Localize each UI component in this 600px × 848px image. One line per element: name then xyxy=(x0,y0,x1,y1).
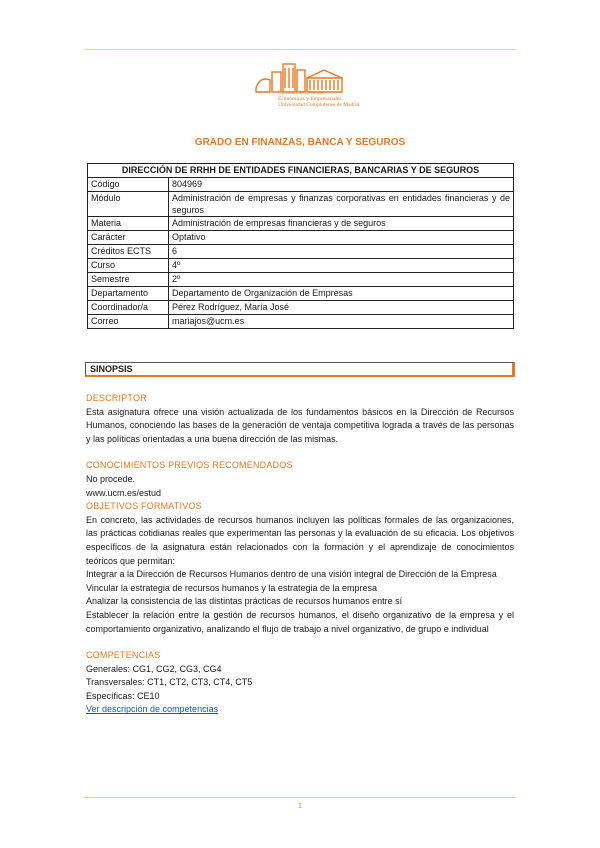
table-row xyxy=(88,301,514,315)
competency-item: Transversales: CT1, CT2, CT3, CT4, CT5 xyxy=(86,677,253,688)
row-value: 6 xyxy=(169,245,514,259)
row-value: Departamento de Organización de Empresas xyxy=(169,287,514,301)
descriptor-text: Esta asignatura ofrece una visión actualizada de los fundamentos básicos en la Dirección de Recursos Humanos, conociendo las bases de la generación de ventaja competitiva lograda a través de las personas y las políticas orientadas a una buena dirección de las mismas. xyxy=(86,406,514,444)
competency-item: Específicas: CE10 xyxy=(86,690,160,701)
footer-rule xyxy=(84,797,516,798)
row-key: Semestre xyxy=(88,273,169,287)
row-key: Carácter xyxy=(88,231,169,245)
sinopsis-header: SINOPSIS xyxy=(85,362,515,377)
sinopsis-content xyxy=(86,392,514,717)
row-value: Optativo xyxy=(169,231,514,245)
prev-knowledge-url[interactable]: www.ucm.es/estud xyxy=(86,487,162,498)
prev-knowledge-text: No procede. xyxy=(86,473,136,484)
row-key: Curso xyxy=(88,259,169,273)
header-rule xyxy=(84,49,516,50)
table-row xyxy=(88,192,514,217)
objective-item: Analizar la consistencia de las distintas prácticas de recursos humanos entre sí xyxy=(86,596,403,607)
row-key: Correo xyxy=(88,315,169,329)
objective-item: Integrar a la Dirección de Recursos Humanos dentro de una visión integral de Dirección de la Empresa xyxy=(86,569,497,580)
row-value: 4º xyxy=(169,259,514,273)
row-key: Módulo xyxy=(88,192,169,217)
table-row xyxy=(88,245,514,259)
row-key: Código xyxy=(88,178,169,192)
row-key: Coordinador/a xyxy=(88,301,169,315)
objective-item: Establecer la relación entre la gestión de recursos humanos, el diseño organizativo de la empresa y el comportamiento organizativo, analizando el flujo de trabajo a nivel organizativo, de grupo e individual xyxy=(86,609,514,634)
prev-knowledge-heading: CONOCIMIENTOS PREVIOS RECOMENDADOS xyxy=(86,460,293,471)
table-row xyxy=(88,178,514,192)
competencies-link[interactable]: Ver descripción de competencias xyxy=(86,704,219,715)
page-number: 1 xyxy=(298,803,302,810)
row-value: 2º xyxy=(169,273,514,287)
table-row xyxy=(88,273,514,287)
objectives-heading: OBJETIVOS FORMATIVOS xyxy=(86,501,202,512)
table-row xyxy=(88,315,514,329)
descriptor-heading: DESCRIPTOR xyxy=(86,393,147,403)
objectives-intro: En concreto, las actividades de recursos humanos incluyen las políticas formales de las organizaciones, las prácticas cotidianas reales que experimentan las personas y la evaluación de su eficacia. Los objetivos específicos de la asignatura están relacionados con la formación y el aprendizaje de conocimientos teóricos que permitan: xyxy=(86,514,514,566)
row-value: Pérez Rodríguez, María José xyxy=(169,301,514,315)
degree-title: GRADO EN FINANZAS, BANCA Y SEGUROS xyxy=(194,137,406,148)
objective-item: Vincular la estrategia de recursos humanos y la estrategia de la empresa xyxy=(86,582,377,593)
table-heading-row xyxy=(88,164,514,178)
course-info-table xyxy=(87,163,514,329)
row-value: Administración de empresas financieras y de seguros xyxy=(169,217,514,231)
table-row xyxy=(88,259,514,273)
row-key: Créditos ECTS xyxy=(88,245,169,259)
competency-item: Generales: CG1, CG2, CG3, CG4 xyxy=(86,663,222,674)
row-value: mariajos@ucm.es xyxy=(169,315,514,329)
row-key: Materia xyxy=(88,217,169,231)
table-row xyxy=(88,217,514,231)
course-name: DIRECCIÓN DE RRHH DE ENTIDADES FINANCIERAS, BANCARIAS Y DE SEGUROS xyxy=(88,164,514,178)
row-key: Departamento xyxy=(88,287,169,301)
row-value: Administración de empresas y finanzas corporativas en entidades financieras y de seguros xyxy=(169,192,514,217)
competencies-heading: COMPETENCIAS xyxy=(86,650,161,661)
logo-caption: Facultad de Ciencias Económicas y Empresariales Universidad Complutense de Madrid xyxy=(278,90,360,108)
table-row xyxy=(88,287,514,301)
row-value: 804969 xyxy=(169,178,514,192)
table-row xyxy=(88,231,514,245)
